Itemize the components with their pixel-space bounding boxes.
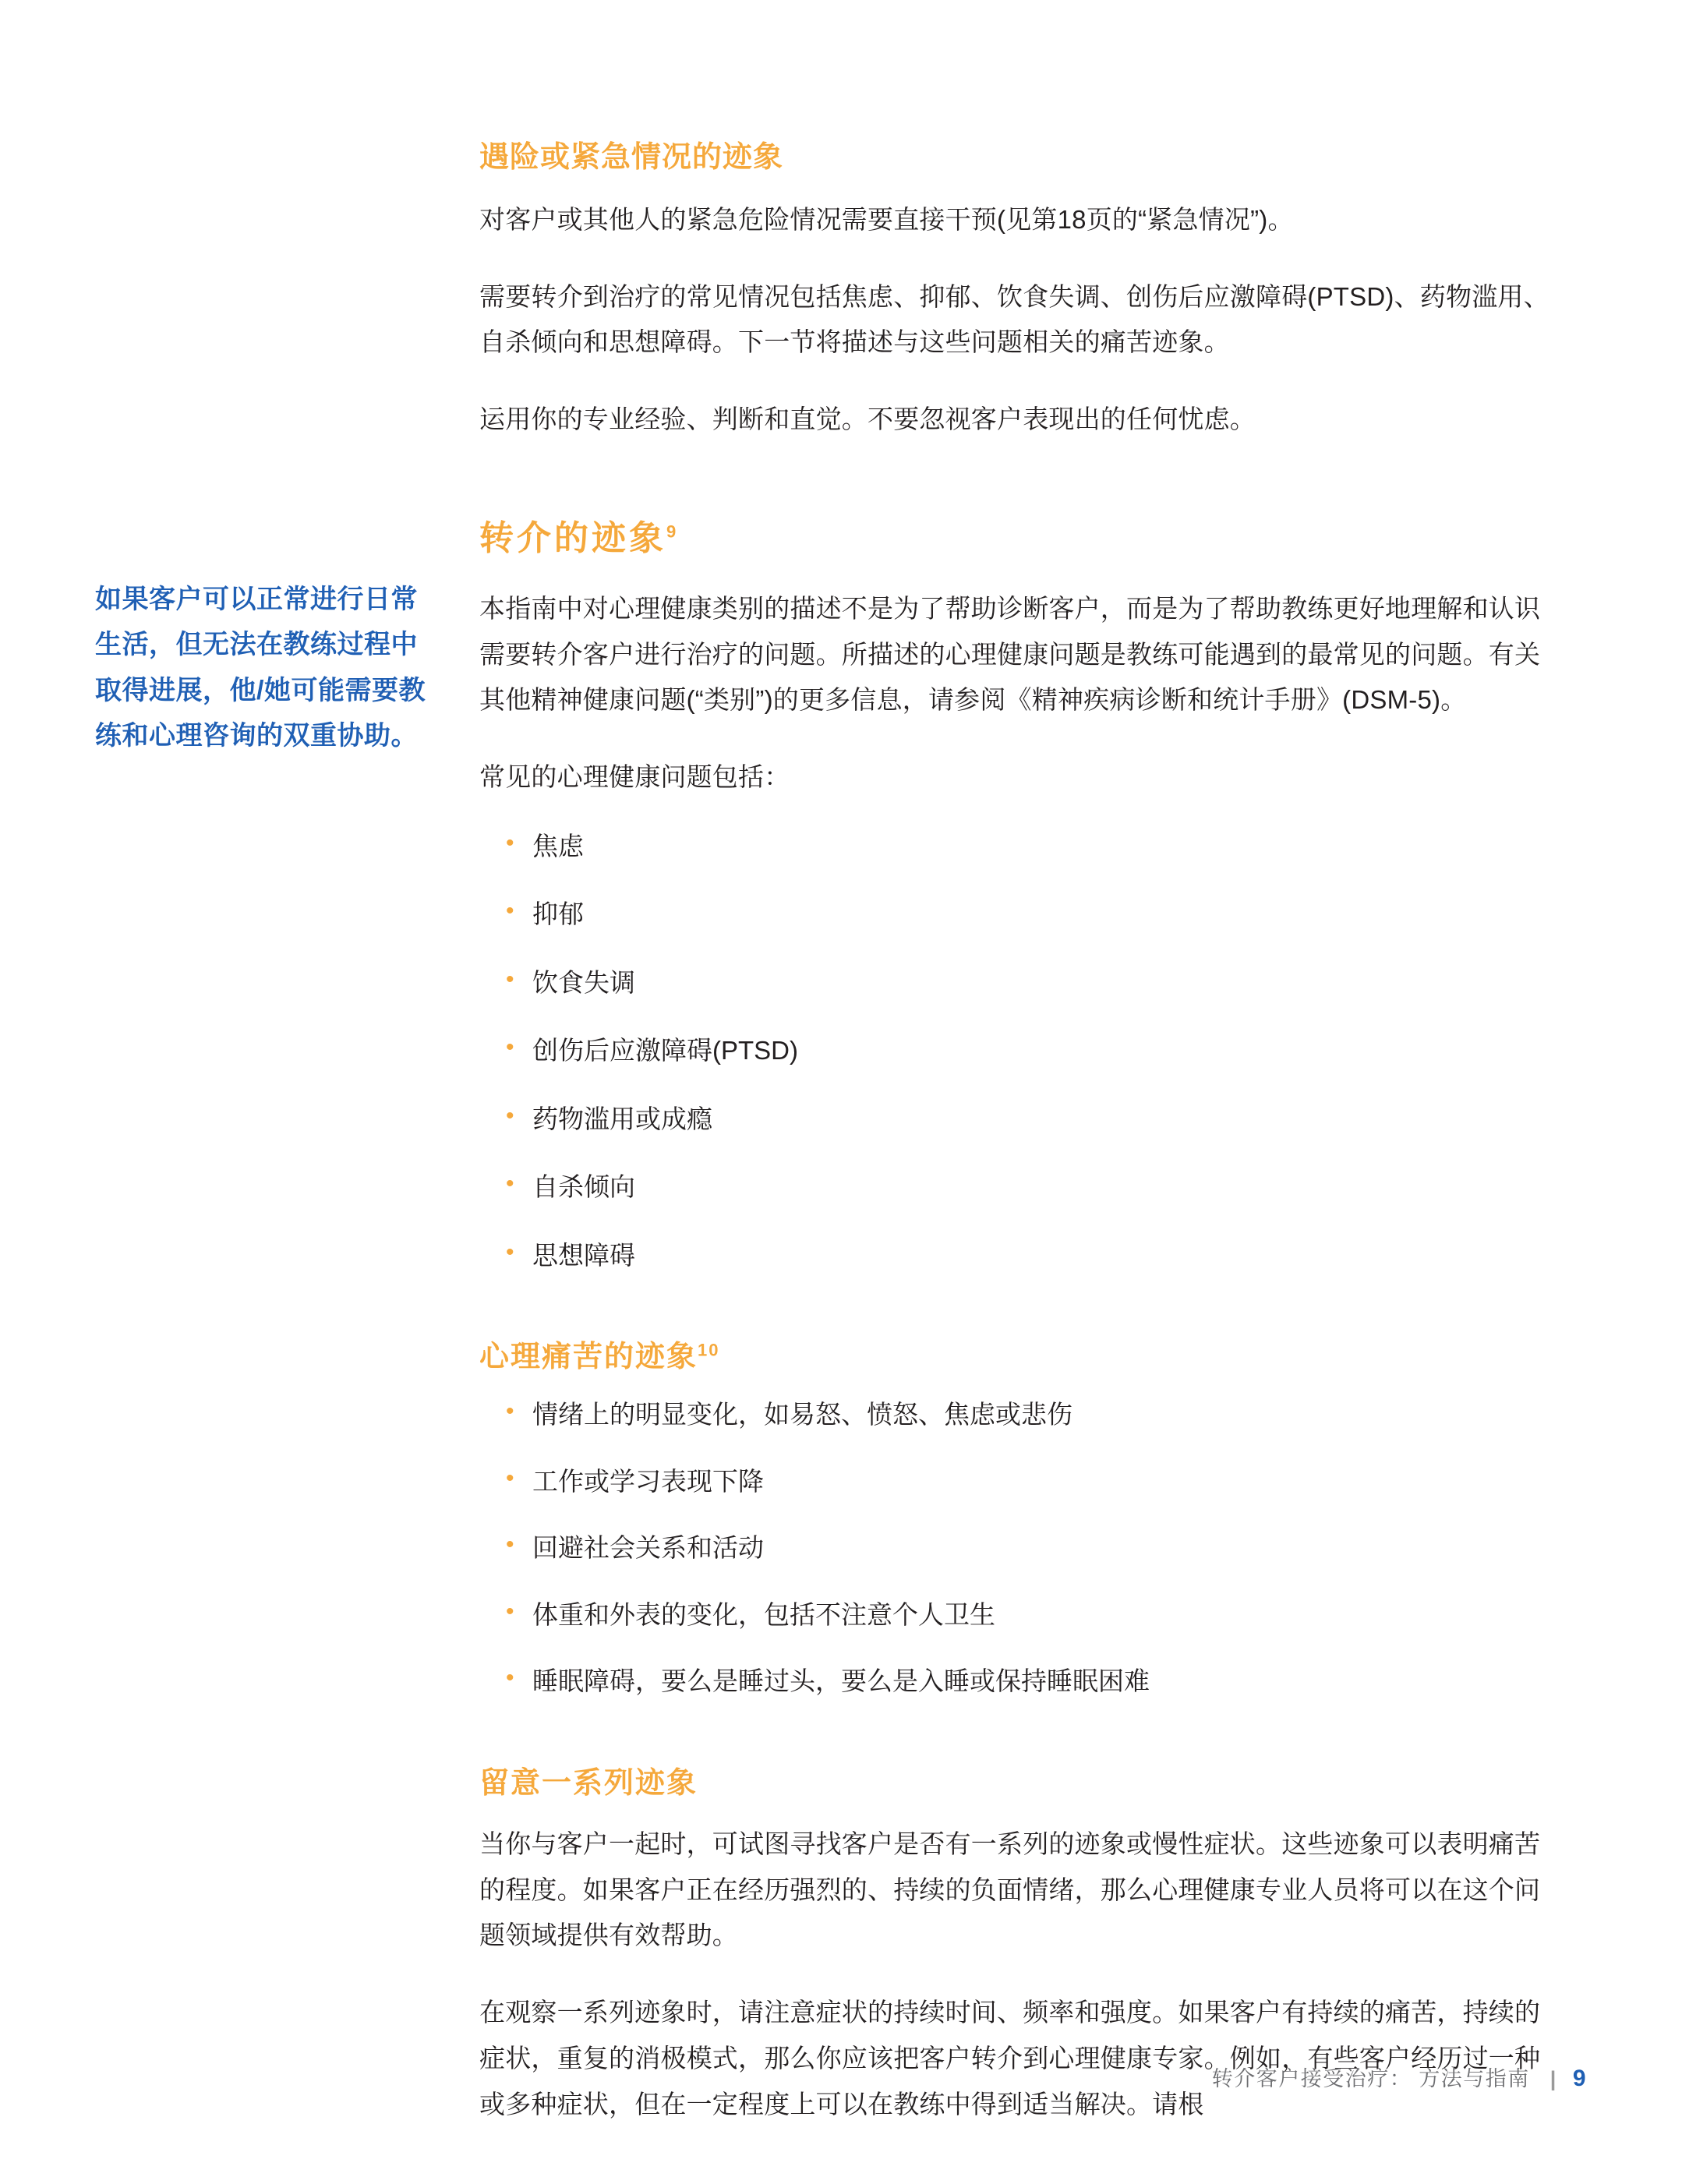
list-item: • 药物滥用或成瘾 [479, 1100, 1555, 1139]
paragraph-cluster-1: 当你与客户一起时，可试图寻找客户是否有一系列的迹象或慢性症状。这些迹象可以表明痛苦的程度。如果客户正在经历强烈的、持续的负面情绪，那么心理健康专业人员将可以在这个问题领域提供有效帮助。 [479, 1829, 1541, 1950]
list-item: • 工作或学习表现下降 [479, 1462, 1555, 1501]
list-item: • 睡眠障碍，要么是睡过头，要么是入睡或保持睡眠困难 [479, 1662, 1555, 1701]
heading-referral-signs [479, 510, 1555, 560]
list-item: • 体重和外表的变化，包括不注意个人卫生 [479, 1596, 1555, 1634]
footer-separator: | [1549, 2067, 1557, 2090]
footer-title: 转介客户接受治疗： 方法与指南 [1211, 2067, 1530, 2090]
heading-referral-signs-text: 转介的迹象 [479, 518, 666, 557]
page-footer [1212, 2062, 1587, 2092]
paragraph-referral-1: 本指南中对心理健康类别的描述不是为了帮助诊断客户，而是为了帮助教练更好地理解和认识需要转介客户进行治疗的问题。所描述的心理健康问题是教练可能遇到的最常见的问题。有关其他精神健康问题(“类别”)的更多信息，请参阅《精神疾病诊断和统计手册》(DSM-5)。 [479, 593, 1541, 715]
paragraph-distress-2: 需要转介到治疗的常见情况包括焦虑、抑郁、饮食失调、创伤后应激障碍(PTSD)、药物滥用、自杀倾向和思想障碍。下一节将描述与这些问题相关的痛苦迹象。 [479, 281, 1549, 357]
list-item: • 焦虑 [479, 827, 1555, 866]
list-item: • 抑郁 [479, 895, 1555, 934]
list-common-mental-health-issues [479, 827, 1555, 1275]
list-item: • 创伤后应激障碍(PTSD) [479, 1031, 1555, 1070]
paragraph-cluster-2: 在观察一系列迹象时，请注意症状的持续时间、频率和强度。如果客户有持续的痛苦，持续的症状，重复的消极模式，那么你应该把客户转介到心理健康专家。例如，有些客户经历过一种或多种症状，但在一定程度上可以在教练中得到适当解决。请根 [479, 1998, 1541, 2119]
heading-watch-for-cluster: 留意一系列迹象 [479, 1766, 698, 1800]
footnote-marker-10: 10 [698, 1340, 720, 1360]
list-item: • 自杀倾向 [479, 1168, 1555, 1207]
heading-signs-of-distress: 遇险或紧急情况的迹象 [479, 141, 784, 174]
paragraph-distress-1: 对客户或其他人的紧急危险情况需要直接干预(见第18页的“紧急情况”)。 [479, 205, 1294, 234]
main-content-column [479, 133, 1555, 2158]
list-item: • 思想障碍 [479, 1236, 1555, 1275]
list-psychological-distress-signs [479, 1395, 1555, 1701]
footnote-marker-9: 9 [666, 521, 680, 542]
list-item: • 回避社会关系和活动 [479, 1528, 1555, 1567]
list-item: • 饮食失调 [479, 963, 1555, 1002]
heading-psychological-distress-text: 心理痛苦的迹象 [479, 1341, 698, 1374]
heading-psychological-distress-signs [479, 1332, 1555, 1375]
page-number: 9 [1572, 2066, 1587, 2091]
paragraph-referral-2: 常见的心理健康问题包括： [479, 762, 790, 792]
paragraph-distress-3: 运用你的专业经验、判断和直觉。不要忽视客户表现出的任何忧虑。 [479, 405, 1256, 434]
pull-quote: 如果客户可以正常进行日常生活，但无法在教练过程中取得进展，他/她可能需要教练和心理咨询的双重协助。 [95, 585, 426, 751]
list-item: • 情绪上的明显变化，如易怒、愤怒、焦虑或悲伤 [479, 1395, 1555, 1434]
